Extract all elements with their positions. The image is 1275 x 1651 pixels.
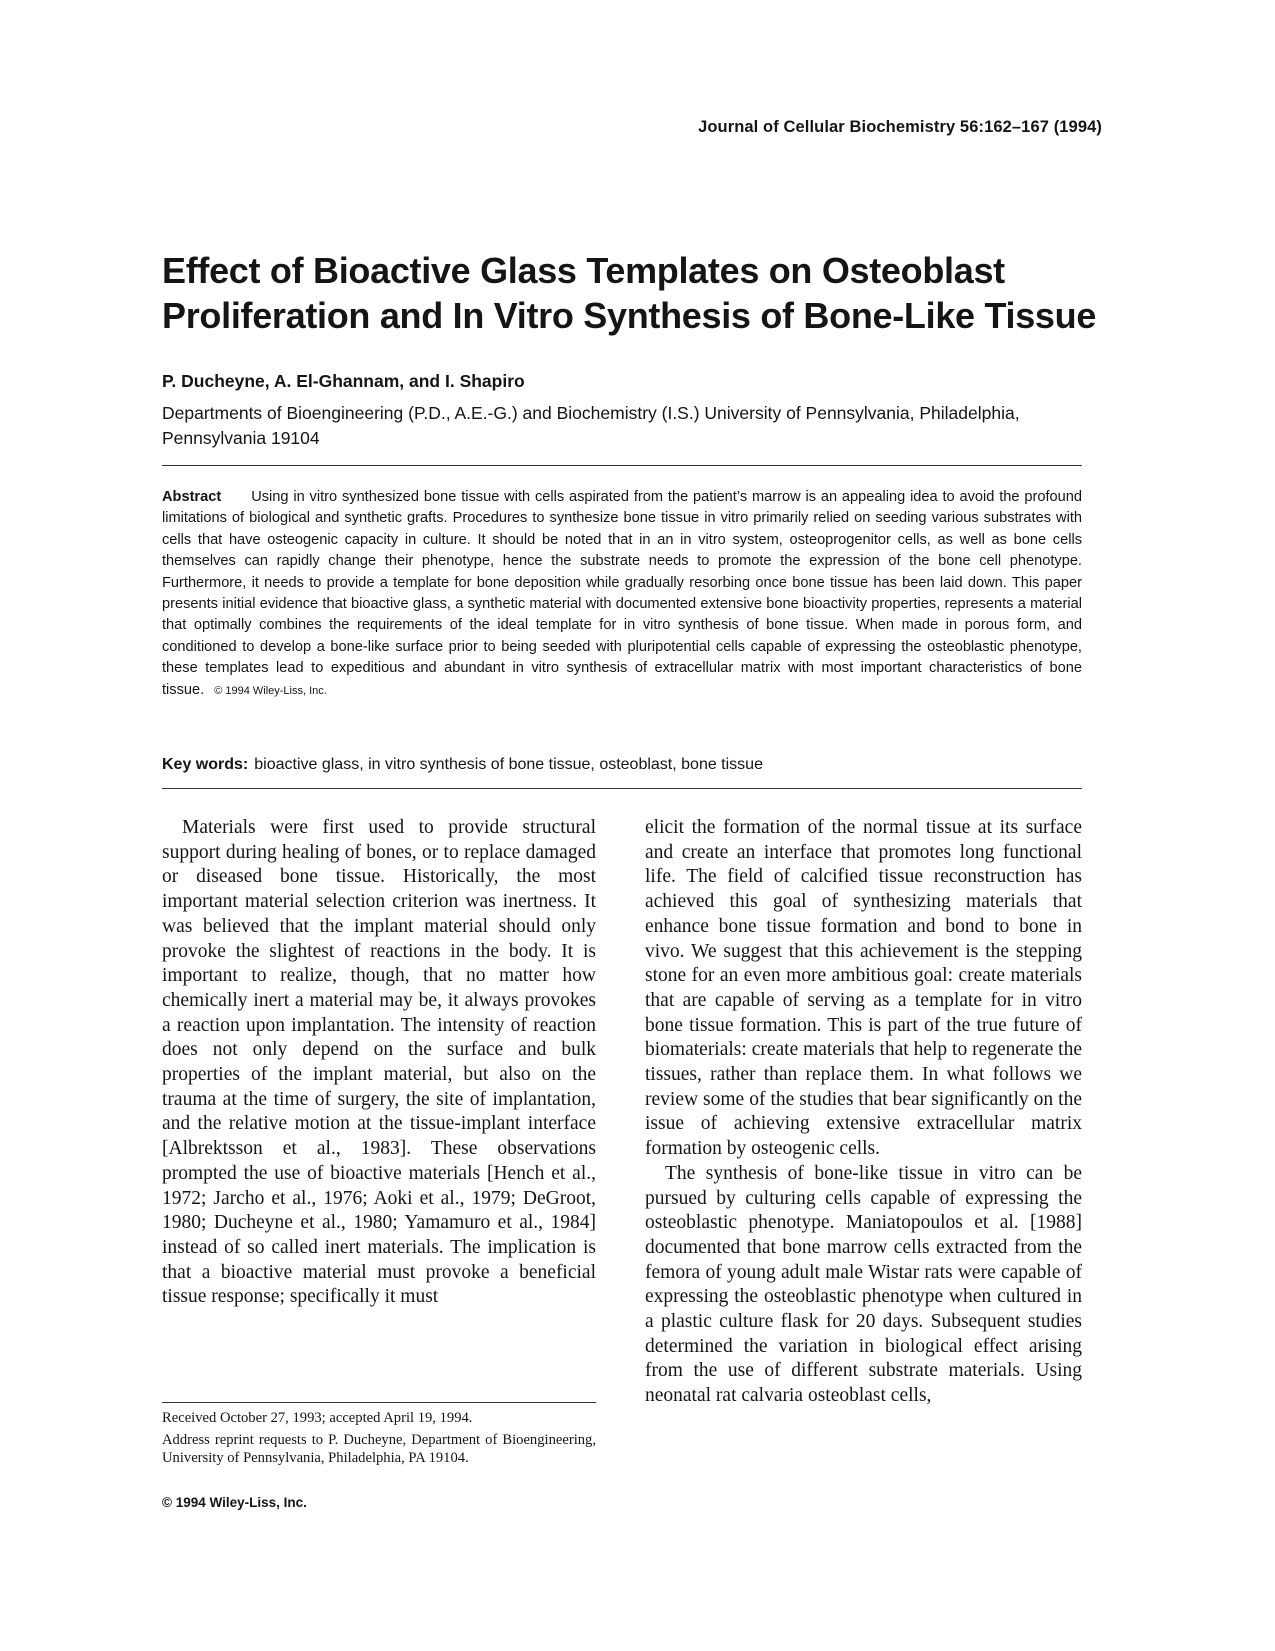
footnotes [162, 1410, 596, 1471]
keywords-text: bioactive glass, in vitro synthesis of bone tissue, osteoblast, bone tissue [254, 756, 763, 773]
journal-citation: Journal of Cellular Biochemistry 56:162–167 (1994) [698, 118, 1102, 136]
body-paragraph: The synthesis of bone-like tissue in vitro can be pursued by culturing cells capable of expressing the osteoblastic phenotype. Maniatopoulos et al. [1988] documented that bone marrow cells extracted from the femora of young adult male Wistar rats were capable of expressing the osteoblastic phenotype when cultured in a plastic culture flask for 20 days. Subsequent studies determined the variation in biological effect arising from the use of different substrate materials. Using neonatal rat calvaria osteoblast cells, [645, 1162, 1082, 1407]
abstract [162, 487, 1082, 702]
keywords [162, 756, 1082, 774]
affiliation: Departments of Bioengineering (P.D., A.E.-G.) and Biochemistry (I.S.) University of Pennsylvania, Philadelphia, Pennsylvania 19104 [162, 403, 1020, 448]
keywords-label: Key words: [162, 756, 249, 773]
abstract-label: Abstract [162, 489, 222, 505]
author-list: P. Ducheyne, A. El-Ghannam, and I. Shapiro [162, 371, 525, 391]
abstract-text: Using in vitro synthesized bone tissue with cells aspirated from the patient’s marrow is an appealing idea to avoid the profound limitations of biological and synthetic grafts. Procedures to synthesize bone tissue in vitro primarily relied on seeding various substrates with cells that have osteogenic capacity in culture. It should be noted that in an in vitro system, osteoprogenitor cells, as well as bone cells themselves can rapidly change their phenotype, hence the substrate needs to promote the expression of the bone cell phenotype. Furthermore, it needs to provide a template for bone deposition while gradually resorbing once bone tissue has been laid down. This paper presents initial evidence that bioactive glass, a synthetic material with documented extensive bone bioactivity properties, represents a material that optimally combines the requirements of the ideal template for in vitro synthesis of bone tissue. When made in porous form, and conditioned to develop a bone-like surface prior to being seeded with pluripotential cells capable of expressing the osteoblastic phenotype, these templates lead to expeditious and abundant in vitro synthesis of extracellular matrix with most important characteristics of bone tissue. [162, 489, 1082, 698]
body-paragraph: Materials were first used to provide structural support during healing of bones, or to replace damaged or diseased bone tissue. Historically, the most important material selection criterion was inertness. It was believed that the implant material should only provoke the slightest of reactions in the body. It is important to realize, though, that no matter how chemically inert a material may be, it always provokes a reaction upon implantation. The intensity of reaction does not only depend on the surface and bulk properties of the implant material, but also on the trauma at the time of surgery, the site of implantation, and the relative motion at the tissue-implant interface [Albrektsson et al., 1983]. These observations prompted the use of bioactive materials [Hench et al., 1972; Jarcho et al., 1976; Aoki et al., 1979; DeGroot, 1980; Ducheyne et al., 1980; Yamamuro et al., 1984] instead of so called inert materials. The implication is that a bioactive material must provoke a beneficial tissue response; specifically it must [162, 817, 596, 1308]
body-left-column [162, 816, 596, 1310]
paper-title: Effect of Bioactive Glass Templates on Osteoblast Proliferation and In Vitro Synthesis of Bone-Like Tissue [162, 250, 1097, 336]
copyright-notice: © 1994 Wiley-Liss, Inc. [162, 1495, 307, 1510]
reprint-address-note: Address reprint requests to P. Ducheyne, Department of Bioengineering, University of Pennsylvania, Philadelphia, PA 19104. [162, 1431, 596, 1466]
divider-top [162, 465, 1082, 466]
body-right-column [645, 816, 1082, 1409]
divider-bottom [162, 788, 1082, 789]
received-note: Received October 27, 1993; accepted April 19, 1994. [162, 1410, 473, 1426]
body-paragraph: elicit the formation of the normal tissue at its surface and create an interface that promotes long functional life. The field of calcified tissue reconstruction has achieved this goal of synthesizing materials that enhance bone tissue formation and bond to bone in vivo. We suggest that this achievement is the stepping stone for an even more ambitious goal: create materials that are capable of serving as a template for in vitro bone tissue formation. This is part of the true future of biomaterials: create materials that help to regenerate the tissues, rather than replace them. In what follows we review some of the studies that bear significantly on the issue of achieving extensive extracellular matrix formation by osteogenic cells. [645, 817, 1082, 1160]
abstract-copyright: © 1994 Wiley-Liss, Inc. [214, 684, 327, 697]
footnote-rule [162, 1402, 596, 1403]
